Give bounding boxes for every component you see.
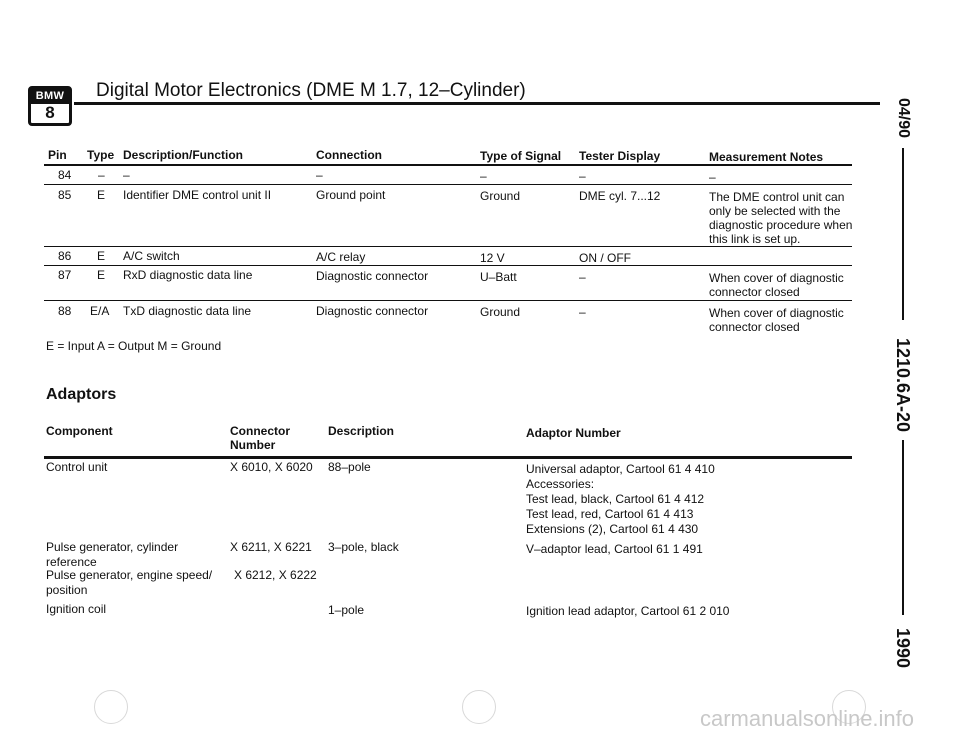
cell-connection: Diagnostic connector	[316, 269, 429, 283]
pin-header-rule	[44, 164, 852, 166]
cell-description: 1–pole	[328, 603, 365, 617]
bmw-logo	[28, 86, 72, 126]
col-header-adaptor: Adaptor Number	[526, 426, 621, 440]
cell-signal: U–Batt	[480, 270, 517, 284]
cell-type: –	[98, 168, 105, 182]
side-rule-1	[902, 148, 904, 320]
cell-notes: When cover of diagnostic	[709, 306, 844, 320]
cell-component: Pulse generator, cylinder	[46, 540, 179, 554]
cell-signal: 12 V	[480, 251, 505, 265]
cell-connection: Ground point	[316, 188, 386, 202]
cell-description: 88–pole	[328, 460, 371, 474]
cell-notes: only be selected with the	[709, 204, 841, 218]
cell-component: reference	[46, 555, 97, 569]
cell-adaptor: Test lead, red, Cartool 61 4 413	[526, 507, 694, 521]
cell-description: RxD diagnostic data line	[123, 268, 253, 282]
cell-adaptor: Test lead, black, Cartool 61 4 412	[526, 492, 705, 506]
adaptors-header-rule	[44, 456, 852, 459]
cell-connection: A/C relay	[316, 250, 366, 264]
cell-notes: When cover of diagnostic	[709, 271, 844, 285]
col-header-type: Type	[87, 148, 115, 162]
cell-description: TxD diagnostic data line	[123, 304, 252, 318]
cell-pin: 85	[58, 188, 72, 202]
punch-hole	[462, 690, 496, 724]
cell-description: A/C switch	[123, 249, 180, 263]
logo-number: 8	[45, 103, 55, 122]
cell-notes: connector closed	[709, 285, 800, 299]
side-rule-2	[902, 440, 904, 615]
col-header-notes: Measurement Notes	[709, 150, 824, 164]
side-year: 1990	[893, 627, 913, 669]
row-divider	[44, 184, 852, 185]
cell-description: Identifier DME control unit II	[123, 188, 272, 202]
cell-connection: Diagnostic connector	[316, 304, 429, 318]
cell-signal: –	[480, 169, 487, 183]
cell-notes: –	[709, 170, 716, 184]
header-rule	[74, 102, 880, 105]
cell-description: –	[123, 168, 130, 182]
col-header-connector: Connector	[230, 424, 290, 438]
cell-adaptor: Accessories:	[526, 477, 595, 491]
cell-connector: X 6212, X 6222	[234, 568, 317, 582]
cell-adaptor: Ignition lead adaptor, Cartool 61 2 010	[526, 604, 730, 618]
cell-display: ON / OFF	[579, 251, 631, 265]
cell-pin: 87	[58, 268, 72, 282]
cell-display: DME cyl. 7...12	[579, 189, 661, 203]
cell-pin: 88	[58, 304, 72, 318]
section-title-adaptors: Adaptors	[46, 386, 117, 403]
cell-connection: –	[316, 168, 323, 182]
cell-pin: 86	[58, 249, 72, 263]
cell-adaptor: V–adaptor lead, Cartool 61 1 491	[526, 542, 703, 556]
cell-type: E/A	[90, 304, 110, 318]
col-header-pin: Pin	[48, 148, 67, 162]
cell-notes: connector closed	[709, 320, 800, 334]
col-header-connector: Number	[230, 438, 276, 452]
watermark: carmanualsonline.info	[700, 706, 915, 731]
cell-notes: diagnostic procedure when	[709, 218, 853, 232]
cell-display: –	[579, 270, 586, 284]
cell-signal: Ground	[480, 305, 521, 319]
cell-component: Ignition coil	[46, 602, 107, 616]
punch-hole	[94, 690, 128, 724]
col-header-connection: Connection	[316, 148, 382, 162]
cell-component: position	[46, 583, 88, 597]
row-divider	[44, 300, 852, 301]
cell-type: E	[97, 188, 106, 202]
col-header-display: Tester Display	[579, 149, 661, 163]
side-section-number: 1210.6A-20	[893, 337, 913, 433]
cell-connector: X 6010, X 6020	[230, 460, 313, 474]
row-divider	[44, 246, 852, 247]
cell-adaptor: Extensions (2), Cartool 61 4 430	[526, 522, 699, 536]
cell-notes: this link is set up.	[709, 232, 801, 246]
cell-description: 3–pole, black	[328, 540, 399, 554]
row-divider	[44, 265, 852, 266]
type-legend: E = Input A = Output M = Ground	[46, 339, 222, 353]
cell-component: Pulse generator, engine speed/	[46, 568, 213, 582]
cell-notes: The DME control unit can	[709, 190, 845, 204]
cell-display: –	[579, 169, 586, 183]
cell-pin: 84	[58, 168, 72, 182]
cell-type: E	[97, 268, 106, 282]
cell-component: Control unit	[46, 460, 108, 474]
document-title: Digital Motor Electronics (DME M 1.7, 12–Cylinder)	[96, 80, 526, 101]
cell-display: –	[579, 305, 586, 319]
cell-adaptor: Universal adaptor, Cartool 61 4 410	[526, 462, 715, 476]
col-header-component: Component	[46, 424, 113, 438]
cell-connector: X 6211, X 6221	[230, 540, 312, 554]
col-header-description: Description/Function	[123, 148, 243, 162]
cell-type: E	[97, 249, 106, 263]
side-date: 04/90	[895, 97, 912, 139]
cell-signal: Ground	[480, 189, 521, 203]
col-header-description: Description	[328, 424, 395, 438]
col-header-signal: Type of Signal	[480, 149, 562, 163]
logo-brand: BMW	[31, 89, 69, 104]
